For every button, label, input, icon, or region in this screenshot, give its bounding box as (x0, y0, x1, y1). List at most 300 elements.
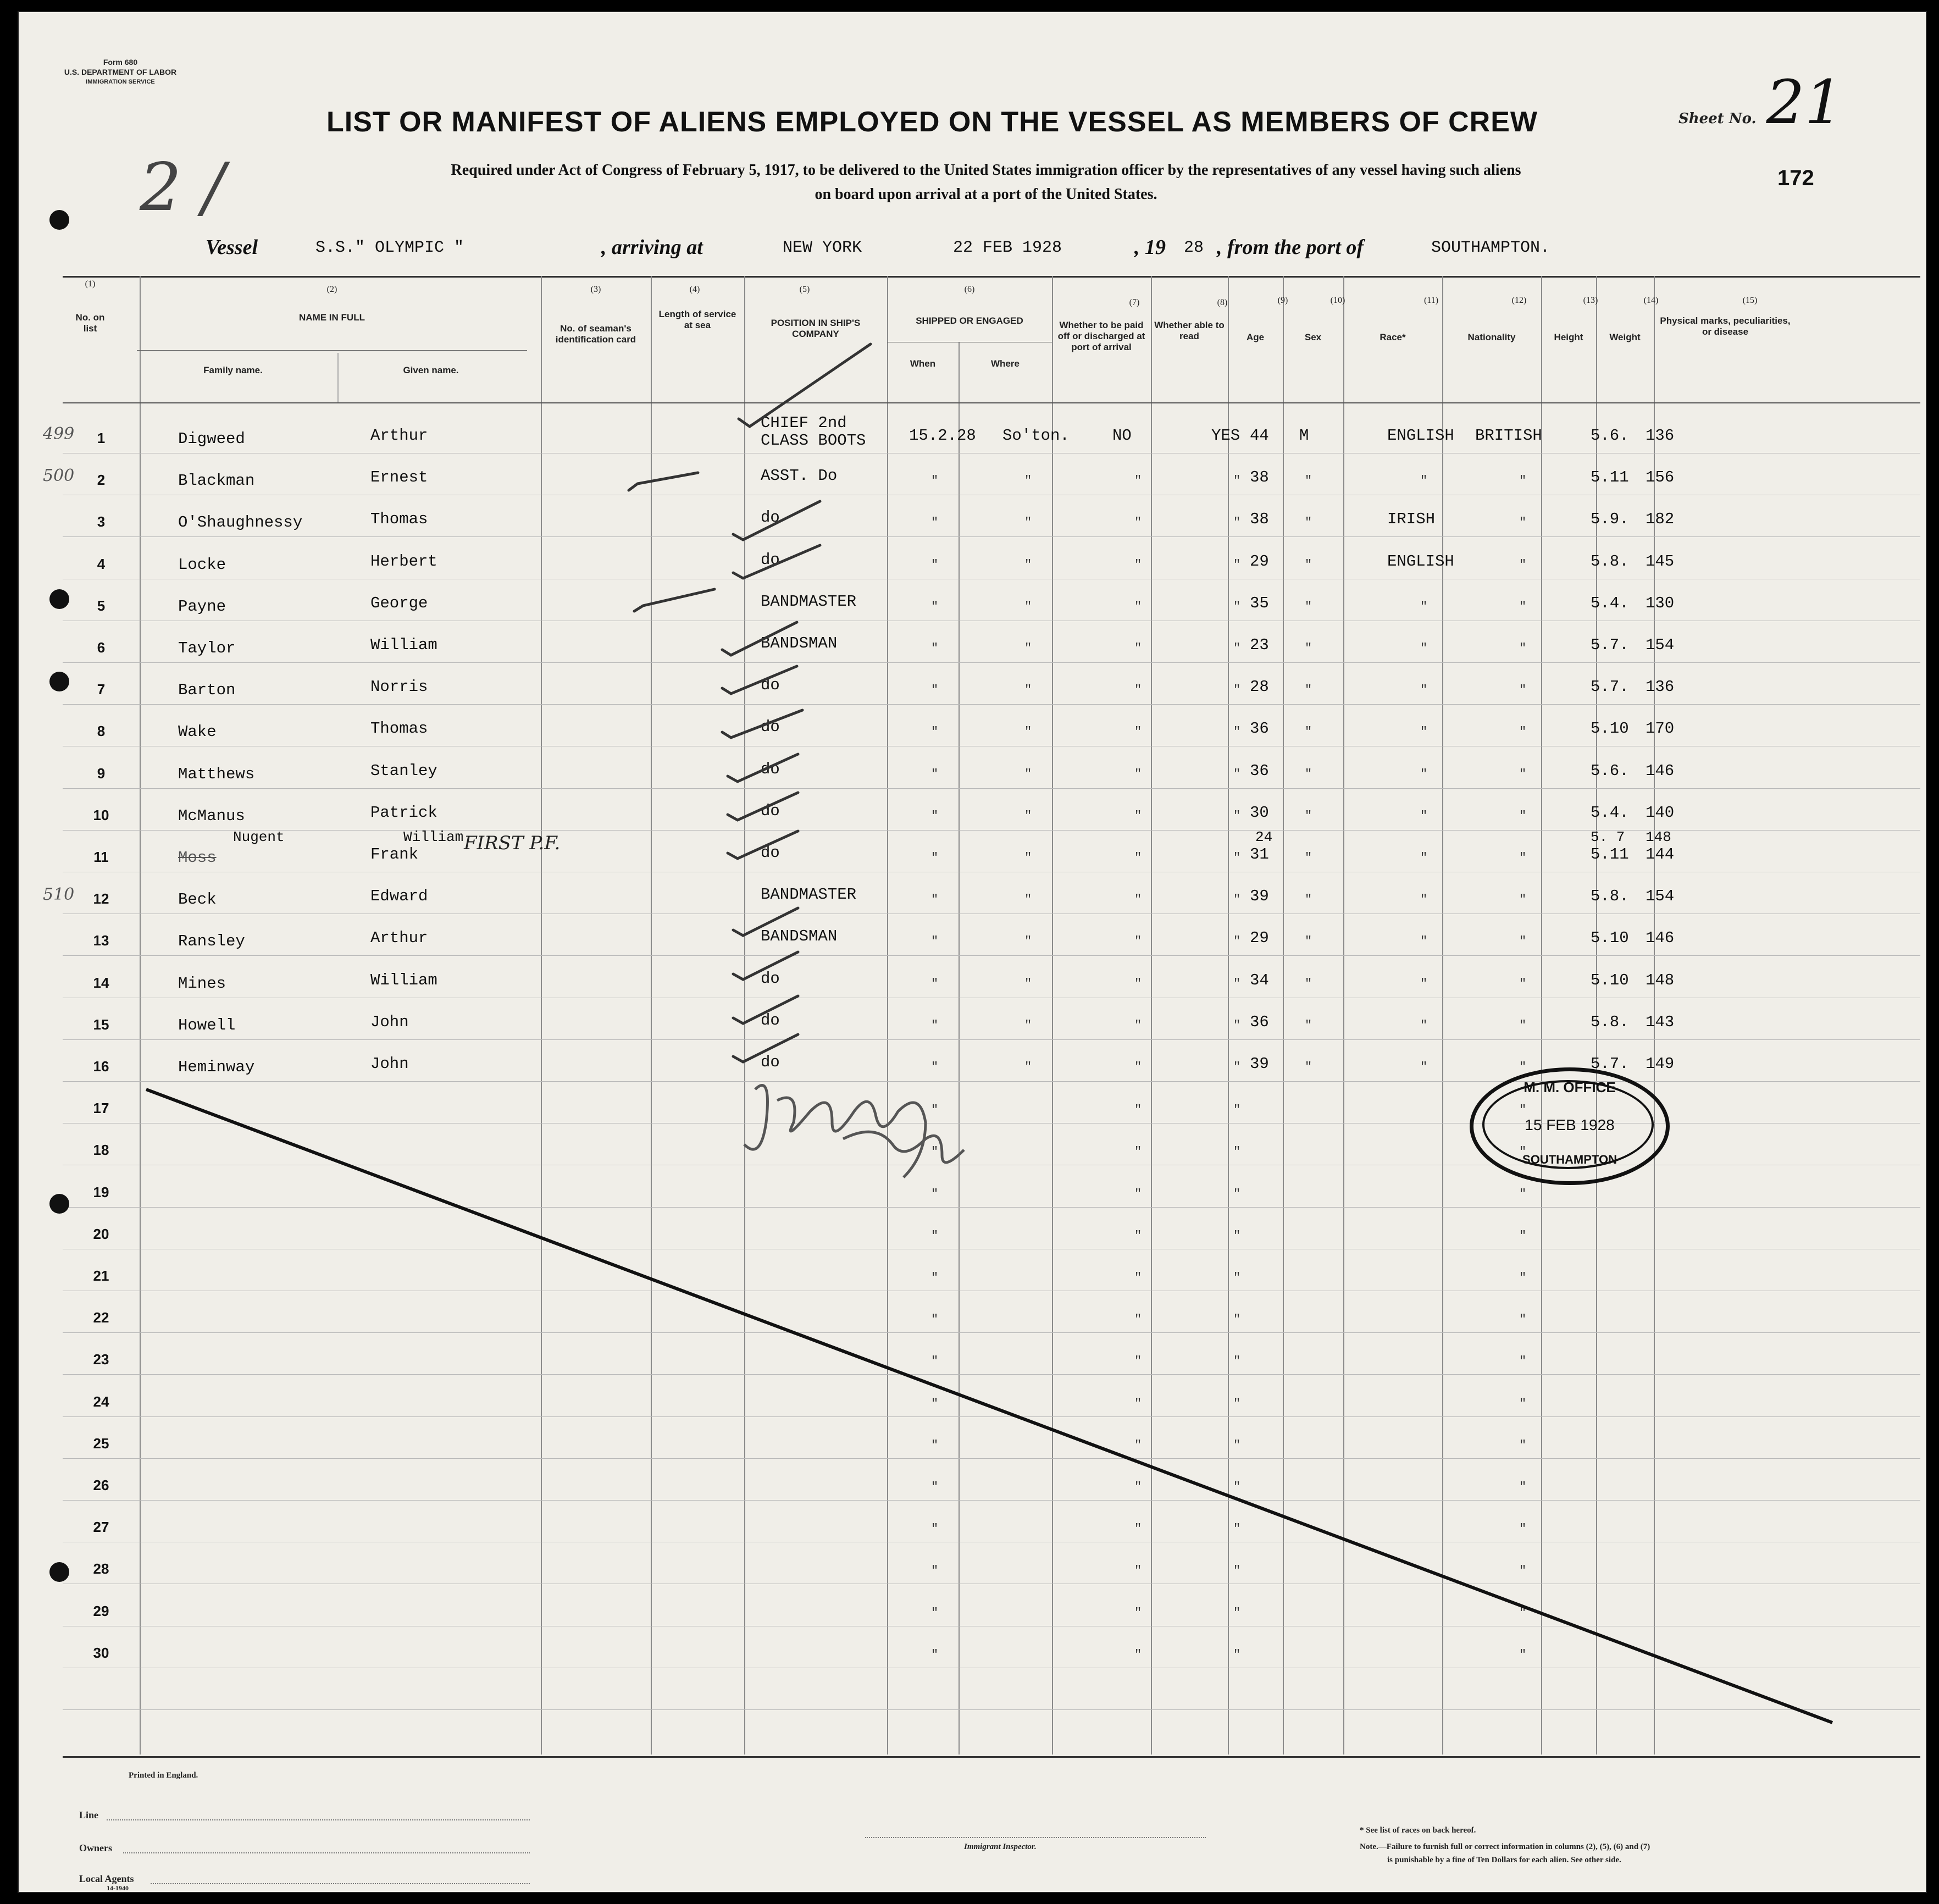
when-ditto: " (931, 1228, 939, 1243)
height-value: 5.10 (1591, 971, 1629, 989)
given-name: Herbert (370, 552, 437, 571)
row-number: 25 (93, 1435, 109, 1452)
weight-value: 154 (1646, 887, 1675, 906)
row-number: 2 (97, 472, 106, 489)
age-value: 36 (1250, 761, 1269, 780)
weight-value: 143 (1646, 1012, 1675, 1031)
race-ditto: " (1420, 851, 1428, 865)
nationality-ditto: " (1519, 1564, 1527, 1578)
when-ditto: " (931, 1271, 939, 1285)
header-when: When (910, 358, 936, 369)
race-ditto: " (1420, 976, 1428, 990)
row-number: 16 (93, 1058, 109, 1075)
age-value: 31 (1250, 845, 1269, 864)
read-ditto: " (1233, 641, 1241, 655)
header-height: Height (1554, 332, 1583, 342)
manifest-title: LIST OR MANIFEST OF ALIENS EMPLOYED ON THE VESSEL AS MEMBERS OF CREW (326, 106, 1538, 138)
nationality-ditto: " (1519, 1018, 1527, 1032)
nationality-ditto: " (1519, 599, 1527, 613)
paid-ditto: " (1134, 1313, 1142, 1327)
read-ditto: " (1233, 1564, 1241, 1578)
given-name: Frank (370, 845, 419, 864)
manifest-sheet (18, 11, 1927, 1893)
printed-in: Printed in England. (129, 1771, 198, 1780)
nationality-ditto: " (1519, 683, 1527, 698)
given-name: William (370, 971, 437, 989)
race-ditto: " (1420, 725, 1428, 739)
header-read: Whether able to read (1154, 320, 1225, 341)
col-num: (7) (1129, 298, 1140, 307)
position: do (761, 1011, 780, 1030)
sex-ditto: " (1305, 893, 1312, 907)
year-value: 28 (1184, 239, 1204, 257)
col-num: (1) (85, 279, 96, 289)
margin-mark: 2 / (140, 150, 225, 226)
family-name: Beck (178, 890, 217, 909)
height-value: 5.4. (1591, 803, 1629, 822)
header-sex: Sex (1304, 332, 1322, 342)
row-number: 10 (93, 806, 109, 823)
family-name: Howell (178, 1016, 236, 1034)
header-race: Race* (1380, 332, 1406, 342)
margin-number: 510 (43, 885, 75, 905)
header-position: POSITION IN SHIP'S COMPANY (771, 318, 861, 339)
header-where: Where (991, 358, 1020, 369)
race-ditto: " (1420, 934, 1428, 949)
when-ditto: " (931, 1060, 939, 1074)
paid-ditto: " (1134, 1480, 1142, 1494)
height-value: 5.8. (1591, 1012, 1629, 1031)
family-name: Heminway (178, 1058, 255, 1076)
nationality-value: BRITISH (1475, 427, 1542, 445)
row-number: 21 (93, 1268, 109, 1284)
where-ditto: " (1024, 641, 1032, 655)
position: do (761, 718, 780, 737)
punch-hole (49, 210, 69, 230)
header-no-on-list: No. on list (75, 312, 105, 334)
read-ditto: " (1233, 683, 1241, 698)
nationality-ditto: " (1519, 1103, 1527, 1117)
paid-ditto: " (1134, 976, 1142, 990)
race-ditto: " (1420, 1018, 1428, 1032)
given-name: Edward (370, 887, 428, 906)
header-family-name: Family name. (203, 365, 263, 375)
height-value: 5.6. (1591, 427, 1629, 445)
row-number: 26 (93, 1477, 109, 1493)
when-ditto: " (931, 725, 939, 739)
col-num: (12) (1511, 296, 1527, 305)
paid-ditto: " (1134, 1060, 1142, 1074)
officer-signature (733, 1067, 1074, 1205)
when-ditto: " (931, 1103, 939, 1117)
punch-hole (49, 672, 69, 691)
paid-ditto: " (1134, 1018, 1142, 1032)
when-ditto: " (931, 1018, 939, 1032)
read-ditto: " (1233, 1228, 1241, 1243)
where-ditto: " (1024, 1060, 1032, 1074)
sex-ditto: " (1305, 557, 1312, 572)
age-value: 28 (1250, 678, 1269, 696)
read-ditto: " (1233, 1647, 1241, 1662)
position: do (761, 760, 780, 778)
read-ditto: " (1233, 474, 1241, 488)
where-ditto: " (1024, 976, 1032, 990)
family-name: Digweed (178, 430, 245, 448)
age-value: 38 (1250, 468, 1269, 487)
nationality-ditto: " (1519, 1354, 1527, 1369)
nationality-ditto: " (1519, 1271, 1527, 1285)
owners-label: Owners (79, 1842, 112, 1853)
when-ditto: " (931, 976, 939, 990)
weight-value: 170 (1646, 719, 1675, 738)
when-ditto: " (931, 516, 939, 530)
given-name: John (370, 1055, 409, 1073)
sex-ditto: " (1305, 725, 1312, 739)
paid-ditto: " (1134, 1228, 1142, 1243)
race-value: ENGLISH (1387, 427, 1454, 445)
row-number: 12 (93, 890, 109, 907)
family-name: Blackman (178, 472, 255, 490)
row-number: 9 (97, 765, 106, 782)
margin-number: 500 (43, 466, 75, 486)
vessel-name: S.S." OLYMPIC " (315, 239, 464, 257)
nationality-ditto: " (1519, 557, 1527, 572)
read-ditto: " (1233, 1103, 1241, 1117)
col-num: (15) (1742, 296, 1758, 305)
when-ditto: " (931, 1145, 939, 1159)
paid-ditto: " (1134, 1522, 1142, 1536)
header-paid-off: Whether to be paid off or discharged at port of arrival (1057, 320, 1145, 352)
paid-ditto: " (1134, 516, 1142, 530)
row-number: 27 (93, 1519, 109, 1536)
read-ditto: " (1233, 599, 1241, 613)
row-number: 20 (93, 1225, 109, 1242)
family-name: O'Shaughnessy (178, 513, 303, 532)
height-value: 5.9. (1591, 510, 1629, 529)
row-number: 3 (97, 513, 106, 530)
age-value: 34 (1250, 971, 1269, 989)
position: do (761, 508, 780, 527)
row-number: 18 (93, 1142, 109, 1159)
when-ditto: " (931, 767, 939, 781)
form-number: Form 680 (103, 58, 138, 67)
read-ditto: " (1233, 1522, 1241, 1536)
row-number: 24 (93, 1393, 109, 1410)
read-ditto: " (1233, 1271, 1241, 1285)
paid-ditto: " (1134, 767, 1142, 781)
row-number: 6 (97, 639, 106, 656)
header-weight: Weight (1609, 332, 1641, 342)
height-value: 5.6. (1591, 761, 1629, 780)
row-number: 13 (93, 932, 109, 949)
paid-ditto: " (1134, 599, 1142, 613)
family-name: Locke (178, 555, 226, 574)
paid-ditto: " (1134, 893, 1142, 907)
where-ditto: " (1024, 599, 1032, 613)
height-value: 5.7. (1591, 1055, 1629, 1073)
when-ditto: " (931, 1396, 939, 1410)
col-num: (2) (326, 285, 337, 294)
weight-value: 182 (1646, 510, 1675, 529)
agents-label: Local Agents (79, 1873, 134, 1884)
read-ditto: " (1233, 809, 1241, 823)
when-ditto: " (931, 474, 939, 488)
sex-ditto: " (1305, 934, 1312, 949)
family-name: Moss (178, 849, 217, 867)
arrival-date: 22 FEB 1928 (953, 239, 1062, 257)
given-name: Arthur (370, 427, 428, 445)
header-service: Length of service at sea (658, 309, 736, 330)
when-ditto: " (931, 1313, 939, 1327)
age-correction: 24 (1255, 829, 1273, 845)
read-ditto: " (1233, 1060, 1241, 1074)
read-value: YES (1211, 427, 1240, 445)
given-name: Thomas (370, 719, 428, 738)
given-name: William (370, 636, 437, 654)
fine-note-1: Note.—Failure to furnish full or correct information in columns (2), (5), (6) and (7) (1360, 1842, 1650, 1851)
read-ditto: " (1233, 1354, 1241, 1369)
col-num: (8) (1217, 298, 1228, 307)
row-number: 17 (93, 1100, 109, 1117)
given-name: Norris (370, 678, 428, 696)
read-ditto: " (1233, 851, 1241, 865)
office-stamp (1470, 1067, 1670, 1185)
height-value: 5.8. (1591, 887, 1629, 906)
paid-ditto: " (1134, 1438, 1142, 1452)
paid-ditto: " (1134, 1396, 1142, 1410)
row-number: 1 (97, 430, 106, 446)
col-num: (3) (590, 285, 601, 294)
weight-value: 148 (1646, 971, 1675, 989)
paid-ditto: " (1134, 1647, 1142, 1662)
age-value: 29 (1250, 929, 1269, 948)
family-name: McManus (178, 806, 245, 825)
sex-ditto: " (1305, 683, 1312, 698)
family-name: Barton (178, 681, 236, 700)
margin-number: 499 (43, 424, 75, 444)
given-name: George (370, 594, 428, 612)
when-ditto: " (931, 1564, 939, 1578)
read-ditto: " (1233, 1145, 1241, 1159)
header-given-name: Given name. (403, 365, 459, 375)
position: do (761, 844, 780, 862)
row-number: 22 (93, 1309, 109, 1326)
sex-value: M (1299, 427, 1309, 445)
weight-value: 140 (1646, 803, 1675, 822)
agents-code: 14-1940 (107, 1884, 129, 1892)
year-label: , 19 (1134, 236, 1166, 259)
paid-ditto: " (1134, 1271, 1142, 1285)
nationality-ditto: " (1519, 1606, 1527, 1620)
sheet-label: Sheet No. (1678, 110, 1757, 127)
sheet-number: 21 (1766, 67, 1843, 137)
row-number: 15 (93, 1016, 109, 1033)
read-ditto: " (1233, 516, 1241, 530)
when-ditto: " (931, 851, 939, 865)
when-ditto: " (931, 934, 939, 949)
age-value: 23 (1250, 636, 1269, 654)
family-name: Matthews (178, 765, 255, 783)
weight-value: 146 (1646, 929, 1675, 948)
nationality-ditto: " (1519, 1438, 1527, 1452)
read-ditto: " (1233, 1187, 1241, 1201)
race-ditto: " (1420, 767, 1428, 781)
age-value: 39 (1250, 1055, 1269, 1073)
page-number: 172 (1777, 166, 1814, 190)
nationality-ditto: " (1519, 976, 1527, 990)
race-ditto: " (1420, 893, 1428, 907)
fine-note-2: is punishable by a fine of Ten Dollars for each alien. See other side. (1387, 1856, 1621, 1864)
sex-ditto: " (1305, 767, 1312, 781)
family-name: Taylor (178, 639, 236, 657)
nationality-ditto: " (1519, 1480, 1527, 1494)
when-ditto: " (931, 557, 939, 572)
paid-ditto: " (1134, 1606, 1142, 1620)
given-name: Thomas (370, 510, 428, 529)
header-nationality: Nationality (1467, 332, 1516, 342)
read-ditto: " (1233, 1480, 1241, 1494)
position: BANDMASTER (761, 885, 857, 904)
nationality-ditto: " (1519, 1647, 1527, 1662)
position: do (761, 1053, 780, 1071)
paid-ditto: " (1134, 557, 1142, 572)
family-name: Payne (178, 597, 226, 616)
weight-value: 130 (1646, 594, 1675, 612)
sex-ditto: " (1305, 1018, 1312, 1032)
age-value: 36 (1250, 719, 1269, 738)
age-value: 29 (1250, 552, 1269, 571)
sex-ditto: " (1305, 1060, 1312, 1074)
given-name: Arthur (370, 929, 428, 948)
stamp-bottom-text: SOUTHAMPTON (1522, 1153, 1617, 1166)
row-number: 11 (93, 849, 109, 865)
paid-ditto: " (1134, 851, 1142, 865)
row-number: 28 (93, 1560, 109, 1578)
paid-ditto: " (1134, 1187, 1142, 1201)
when-ditto: " (931, 1647, 939, 1662)
nationality-ditto: " (1519, 1228, 1527, 1243)
where-ditto: " (1024, 1018, 1032, 1032)
col-num: (10) (1330, 296, 1345, 305)
weight-value: 146 (1646, 761, 1675, 780)
weight-value: 145 (1646, 552, 1675, 571)
read-ditto: " (1233, 1313, 1241, 1327)
given-name: Ernest (370, 468, 428, 487)
read-ditto: " (1233, 934, 1241, 949)
when-ditto: " (931, 893, 939, 907)
sex-ditto: " (1305, 851, 1312, 865)
sex-ditto: " (1305, 976, 1312, 990)
correction-note: FIRST P.F. (464, 832, 561, 854)
nationality-ditto: " (1519, 474, 1527, 488)
sex-ditto: " (1305, 474, 1312, 488)
nationality-ditto: " (1519, 1187, 1527, 1201)
stamp-date: 15 FEB 1928 (1525, 1116, 1615, 1133)
col-num: (9) (1277, 296, 1288, 305)
family-name: Mines (178, 974, 226, 993)
nationality-ditto: " (1519, 809, 1527, 823)
family-name: Ransley (178, 932, 245, 951)
height-value: 5.10 (1591, 929, 1629, 948)
when-ditto: " (931, 683, 939, 698)
weight-value: 154 (1646, 636, 1675, 654)
weight-value: 144 (1646, 845, 1675, 864)
height-value: 5.10 (1591, 719, 1629, 738)
weight-value: 156 (1646, 468, 1675, 487)
age-value: 39 (1250, 887, 1269, 906)
weight-value: 136 (1646, 678, 1675, 696)
read-ditto: " (1233, 1606, 1241, 1620)
read-ditto: " (1233, 976, 1241, 990)
when-ditto: " (931, 1480, 939, 1494)
read-ditto: " (1233, 1396, 1241, 1410)
punch-hole (49, 589, 69, 609)
read-ditto: " (1233, 767, 1241, 781)
race-value: IRISH (1387, 510, 1436, 529)
paid-ditto: " (1134, 1354, 1142, 1369)
paid-ditto: " (1134, 641, 1142, 655)
col-num: (13) (1583, 296, 1598, 305)
header-age: Age (1246, 332, 1265, 342)
punch-hole (49, 1562, 69, 1582)
row-number: 30 (93, 1644, 109, 1661)
position: do (761, 969, 780, 988)
nationality-ditto: " (1519, 851, 1527, 865)
position: ASST. Do (761, 467, 838, 485)
check-marks (19, 12, 1926, 1892)
row-number: 7 (97, 681, 106, 698)
height-value: 5.8. (1591, 552, 1629, 571)
nationality-ditto: " (1519, 893, 1527, 907)
height-value: 5.7. (1591, 636, 1629, 654)
row-number: 14 (93, 974, 109, 991)
age-value: 38 (1250, 510, 1269, 529)
position: do (761, 550, 780, 569)
read-ditto: " (1233, 1438, 1241, 1452)
nationality-ditto: " (1519, 1145, 1527, 1159)
read-ditto: " (1233, 893, 1241, 907)
subtitle-line-2: on board upon arrival at a port of the United States. (815, 186, 1157, 203)
nationality-ditto: " (1519, 641, 1527, 655)
read-ditto: " (1233, 725, 1241, 739)
age-value: 36 (1250, 1012, 1269, 1031)
read-ditto: " (1233, 1018, 1241, 1032)
given-name: John (370, 1012, 409, 1031)
race-ditto: " (1420, 1060, 1428, 1074)
height-value: 5.11 (1591, 468, 1629, 487)
paid-ditto: " (1134, 474, 1142, 488)
service-name: IMMIGRATION SERVICE (86, 79, 155, 85)
from-label: , from the port of (1217, 236, 1364, 259)
col-num: (5) (799, 285, 810, 294)
given-name: Stanley (370, 761, 437, 780)
weight-value: 136 (1646, 427, 1675, 445)
header-id-card: No. of seaman's identification card (555, 323, 636, 345)
row-number: 23 (93, 1351, 109, 1368)
when-ditto: " (931, 599, 939, 613)
nationality-ditto: " (1519, 725, 1527, 739)
position: BANDMASTER (761, 592, 857, 611)
nationality-ditto: " (1519, 934, 1527, 949)
row-number: 5 (97, 597, 106, 614)
where-ditto: " (1024, 474, 1032, 488)
nationality-ditto: " (1519, 1522, 1527, 1536)
where-ditto: " (1024, 893, 1032, 907)
nationality-ditto: " (1519, 1060, 1527, 1074)
race-ditto: " (1420, 599, 1428, 613)
department-name: U.S. DEPARTMENT OF LABOR (64, 68, 177, 76)
line-label: Line (79, 1809, 99, 1820)
